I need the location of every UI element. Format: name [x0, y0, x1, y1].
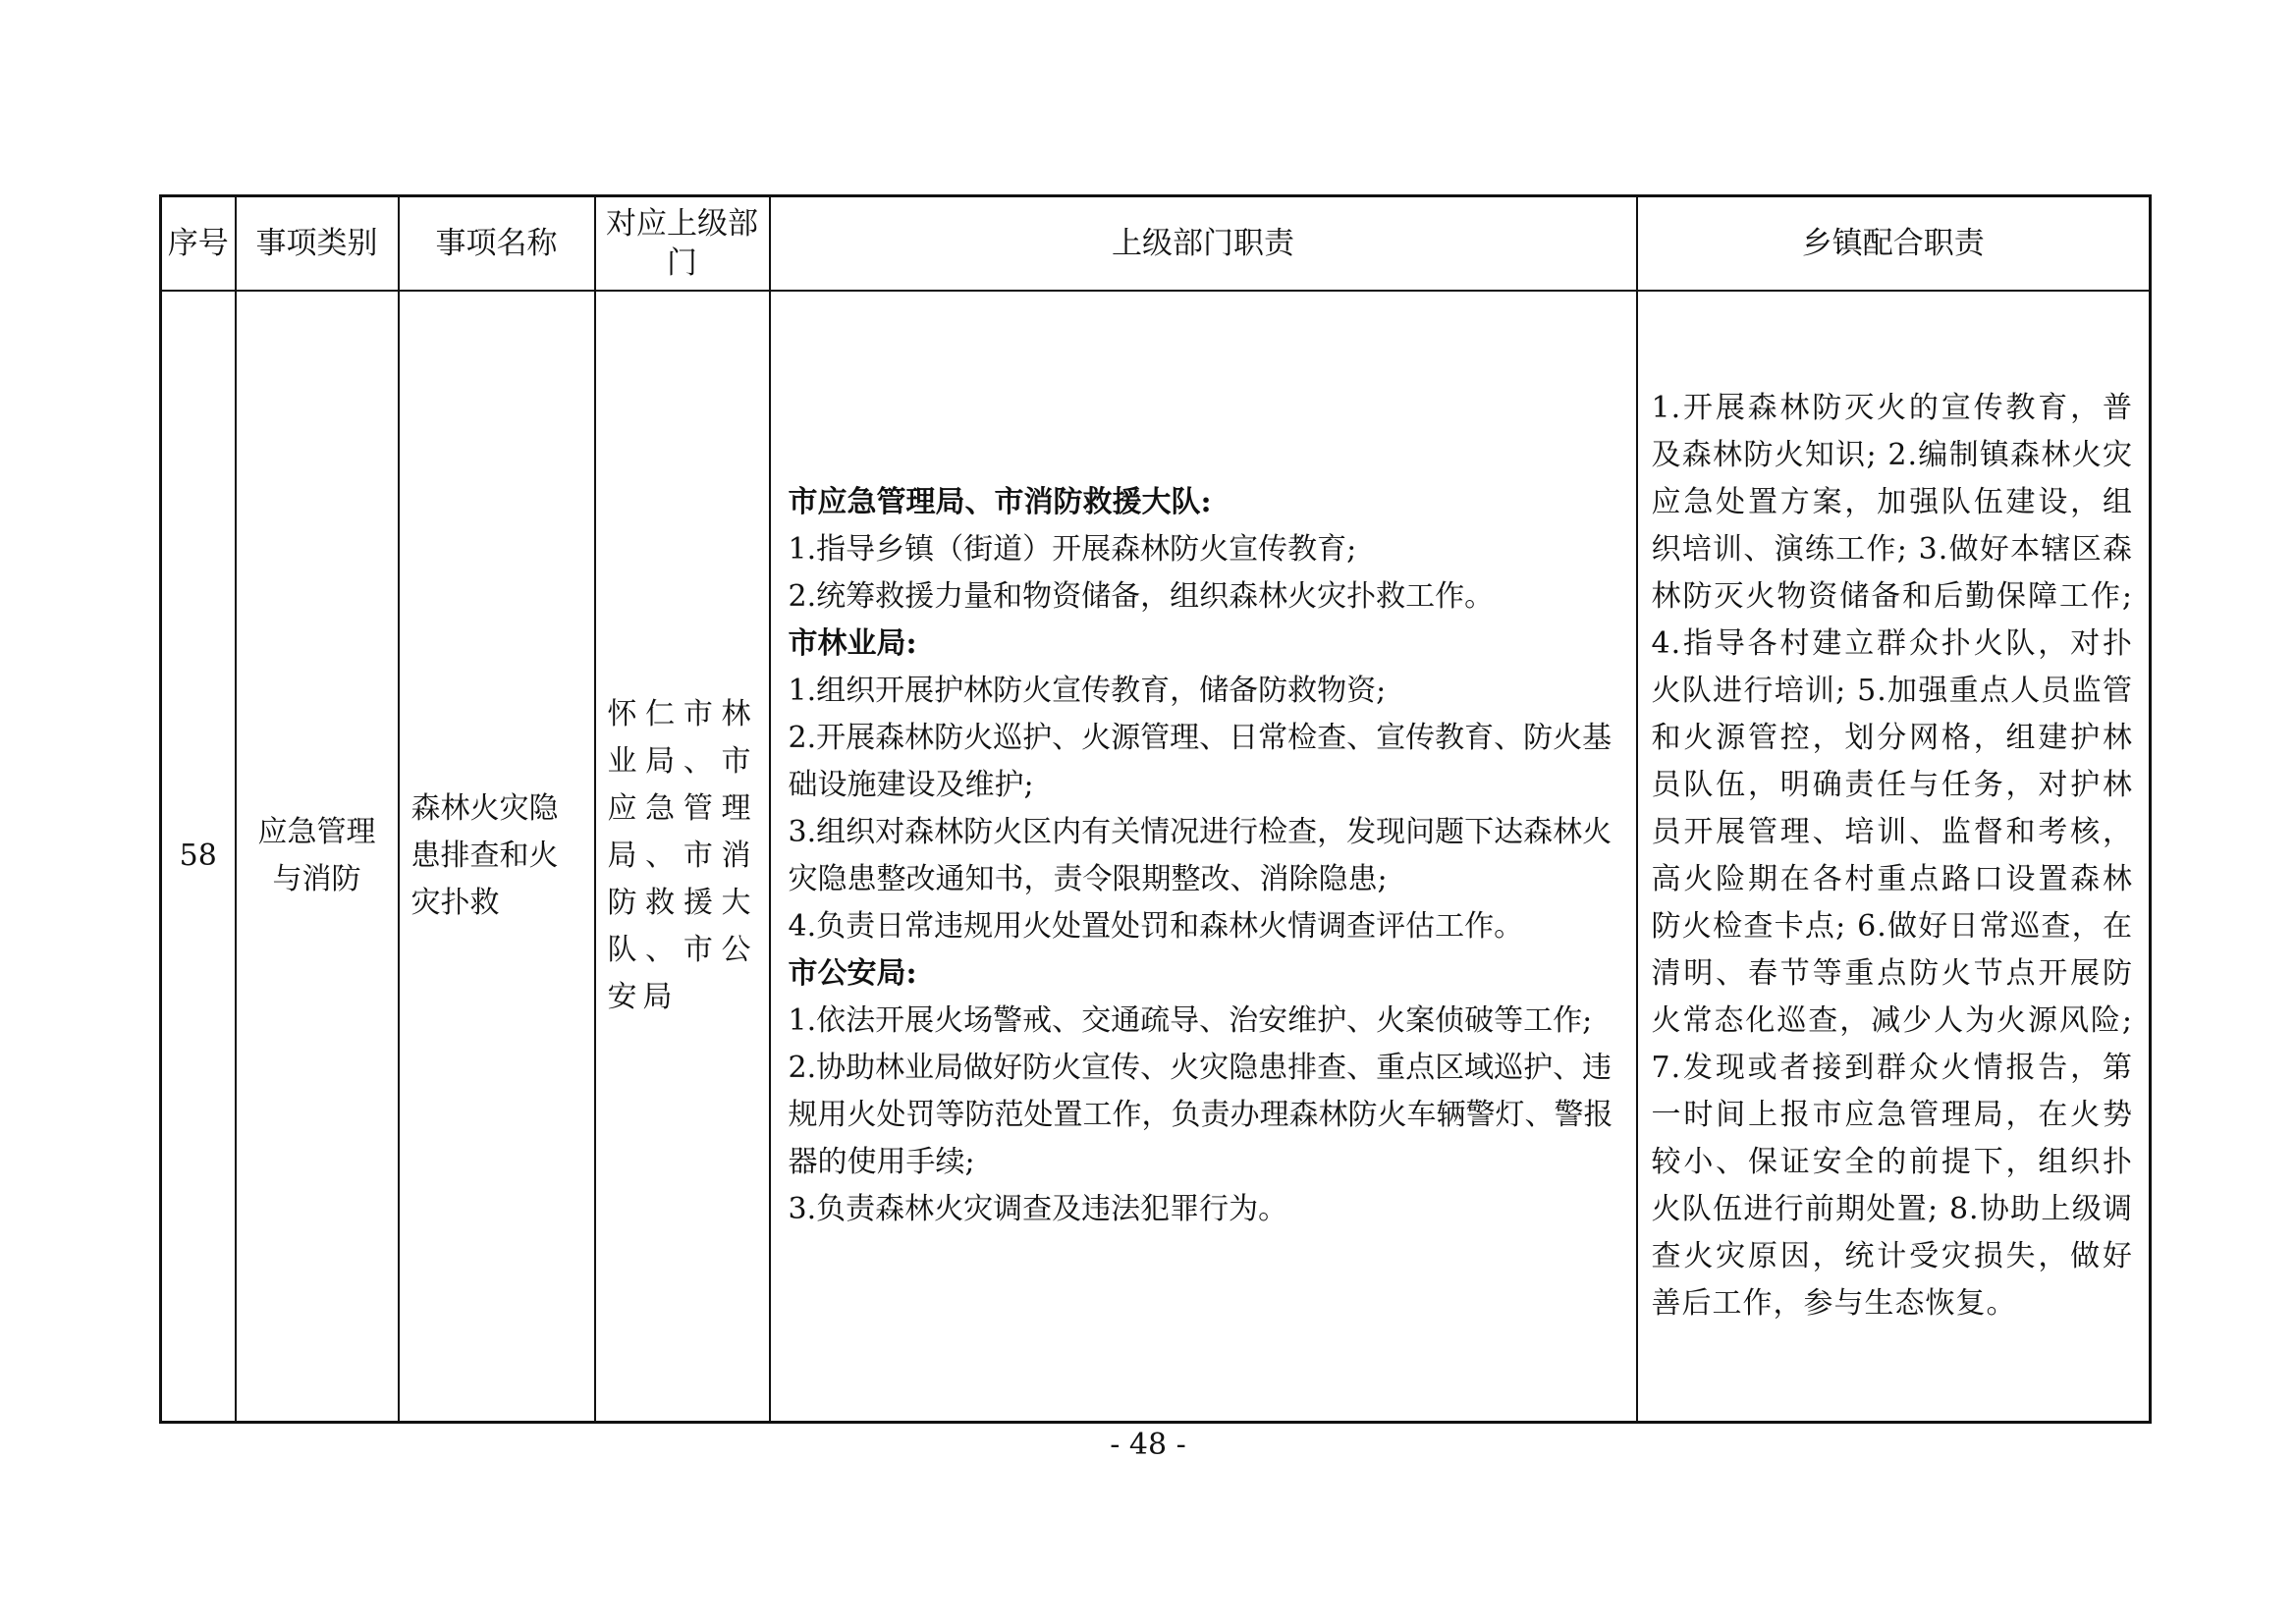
duty-line: 1.组织开展护林防火宣传教育，储备防救物资; — [788, 673, 1387, 708]
header-superior-duties: 上级部门职责 — [770, 196, 1637, 291]
row-category: 应急管理与消防 — [236, 291, 399, 1423]
duty-group-title: 市林业局: — [788, 625, 917, 661]
superior-duties-cell — [770, 291, 1637, 1423]
duty-line: 2.协助林业局做好防火宣传、火灾隐患排查、重点区域巡护、违规用火处罚等防范处置工作，负责办理森林防火车辆警灯、警报器的使用手续; — [788, 1050, 1613, 1179]
row-item-name: 森林火灾隐患排查和火灾扑救 — [399, 291, 595, 1423]
duty-group-title: 市应急管理局、市消防救援大队: — [788, 484, 1212, 519]
table-row — [161, 291, 2151, 1423]
town-duties-cell: 1.开展森林防灭火的宣传教育，普及森林防火知识; 2.编制镇森林火灾应急处置方案，加强队伍建设，组织培训、演练工作; 3.做好本辖区森林防灭火物资储备和后勤保障工作; 4.指导各村建立群众扑火队，对扑火队进行培训; 5.加强重点人员监管和火源管控，划分网格，组建护林员队伍，明确责任与任务，对护林员开展管理、培训、监督和考核，高火险期在各村重点路口设置森林防火检查卡点; 6.做好日常巡查，在清明、春节等重点防火节点开展防火常态化巡查，减少人为火源风险; 7.发现或者接到群众火情报告，第一时间上报市应急管理局，在火势较小、保证安全的前提下，组织扑火队伍进行前期处置; 8.协助上级调查火灾原因，统计受灾损失，做好善后工作，参与生态恢复。 — [1637, 291, 2151, 1423]
duty-line: 3.组织对森林防火区内有关情况进行检查，发现问题下达森林火灾隐患整改通知书，责令限期整改、消除隐患; — [788, 814, 1613, 896]
duty-line: 1.依法开展火场警戒、交通疏导、治安维护、火案侦破等工作; — [788, 1002, 1593, 1038]
duty-line: 2.开展森林防火巡护、火源管理、日常检查、宣传教育、防火基础设施建设及维护; — [788, 720, 1613, 802]
header-seq: 序号 — [161, 196, 236, 291]
header-dept: 对应上级部门 — [595, 196, 770, 291]
duty-line: 3.负责森林火灾调查及违法犯罪行为。 — [788, 1191, 1288, 1226]
header-category: 事项类别 — [236, 196, 399, 291]
duty-group-title: 市公安局: — [788, 955, 917, 991]
page-number: - 48 - — [1110, 1428, 1186, 1462]
row-seq: 58 — [161, 291, 236, 1423]
duty-group — [789, 621, 1622, 950]
duty-line: 1.指导乡镇（街道）开展森林防火宣传教育; — [788, 531, 1357, 567]
responsibility-table — [159, 194, 2152, 1424]
duty-line: 2.统筹救援力量和物资储备，组织森林火灾扑救工作。 — [788, 578, 1495, 614]
duty-line: 4.负责日常违规用火处置处罚和森林火情调查评估工作。 — [788, 908, 1524, 944]
row-dept: 怀仁市林业局、市应急管理局、市消防救援大队、市公安局 — [595, 291, 770, 1423]
header-item-name: 事项名称 — [399, 196, 595, 291]
table-header-row — [161, 196, 2151, 291]
duty-group — [789, 950, 1622, 1233]
duty-group — [789, 479, 1622, 621]
header-town-duties: 乡镇配合职责 — [1637, 196, 2151, 291]
